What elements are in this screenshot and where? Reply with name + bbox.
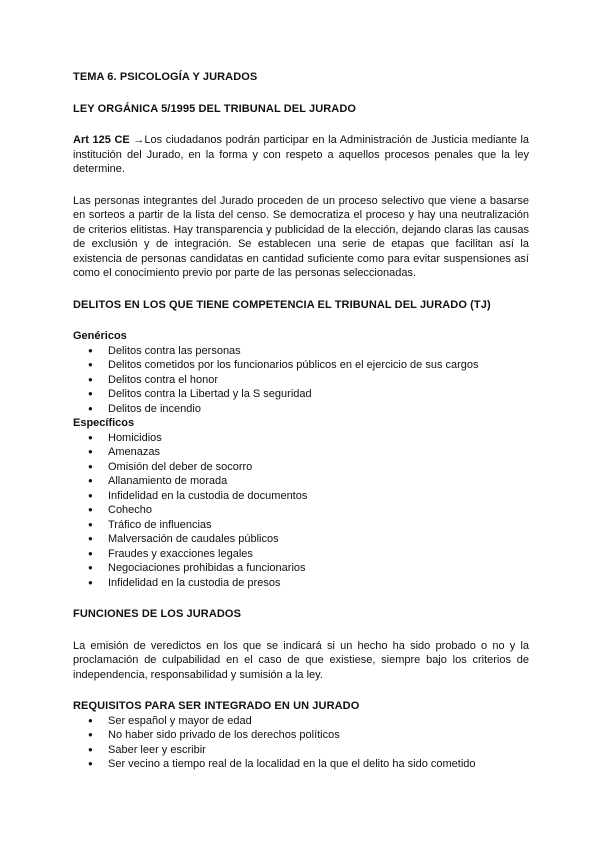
section-heading-funciones: FUNCIONES DE LOS JURADOS <box>73 608 242 620</box>
list-item: ● Negociaciones prohibidas a funcionarios <box>73 561 529 576</box>
list-item: ● Delitos contra el honor <box>73 373 529 388</box>
list-item: ● Allanamiento de morada <box>73 474 529 489</box>
list-item: ● Tráfico de influencias <box>73 518 529 533</box>
list-item: ● Malversación de caudales públicos <box>73 532 529 547</box>
section-heading-delitos: DELITOS EN LOS QUE TIENE COMPETENCIA EL TRIBUNAL DEL JURADO (TJ) <box>73 298 491 311</box>
list-item: ● Saber leer y escribir <box>73 743 529 758</box>
subheading-genericos: Genéricos <box>73 330 127 342</box>
document-page <box>73 70 529 772</box>
especificos-list <box>73 431 529 591</box>
subheading-especificos: Específicos <box>73 417 135 429</box>
list-item: ● Ser español y mayor de edad <box>73 714 529 729</box>
list-item: ● Delitos contra la Libertad y la S seguridad <box>73 387 529 402</box>
art-text: →Los ciudadanos podrán participar en la Administración de Justicia mediante la institución del Jurado, en la forma y con respeto a aquellos procesos penales que la ley determine. <box>73 134 530 175</box>
genericos-list <box>73 344 529 417</box>
page-title: TEMA 6. PSICOLOGÍA Y JURADOS <box>73 71 258 83</box>
intro-paragraph: Las personas integrantes del Jurado proceden de un proceso selectivo que viene a basarse en sorteos a partir de la lista del censo. Se democratiza el proceso y hay una neutralización de criterios elitistas. Hay transparencia y publicidad de la elección, dejando claras las causas de exclusión y de integración. Se establecen una serie de etapas que facilitan así la existencia de personas candidatas en cantidad suficiente como para evitar suspensiones así como el conocimiento previo por parte de las personas seleccionadas. <box>73 194 529 279</box>
list-item: ● No haber sido privado de los derechos políticos <box>73 728 529 743</box>
requisitos-list <box>73 714 529 772</box>
list-item: ● Delitos contra las personas <box>73 344 529 359</box>
funciones-paragraph: La emisión de veredictos en los que se indicará si un hecho ha sido probado o no y la proclamación de culpabilidad en el caso de que existiese, siempre bajo los criterios de independencia, responsabilidad y sumisión a la ley. <box>73 639 529 681</box>
art-125-paragraph <box>73 133 529 177</box>
section-heading-requisitos: REQUISITOS PARA SER INTEGRADO EN UN JURADO <box>73 700 360 712</box>
list-item: ● Delitos cometidos por los funcionarios públicos en el ejercicio de sus cargos <box>73 358 529 373</box>
list-item: ● Homicidios <box>73 431 529 446</box>
list-item: ● Ser vecino a tiempo real de la localidad en la que el delito ha sido cometido <box>73 757 529 772</box>
list-item: ● Omisión del deber de socorro <box>73 460 529 475</box>
art-label: Art 125 CE <box>73 134 130 146</box>
list-item: ● Fraudes y exacciones legales <box>73 547 529 562</box>
section-heading-ley: LEY ORGÁNICA 5/1995 DEL TRIBUNAL DEL JURADO <box>73 102 357 115</box>
list-item: ● Infidelidad en la custodia de documentos <box>73 489 529 504</box>
list-item: ● Delitos de incendio <box>73 402 529 417</box>
list-item: ● Amenazas <box>73 445 529 460</box>
list-item: ● Infidelidad en la custodia de presos <box>73 576 529 591</box>
list-item: ● Cohecho <box>73 503 529 518</box>
